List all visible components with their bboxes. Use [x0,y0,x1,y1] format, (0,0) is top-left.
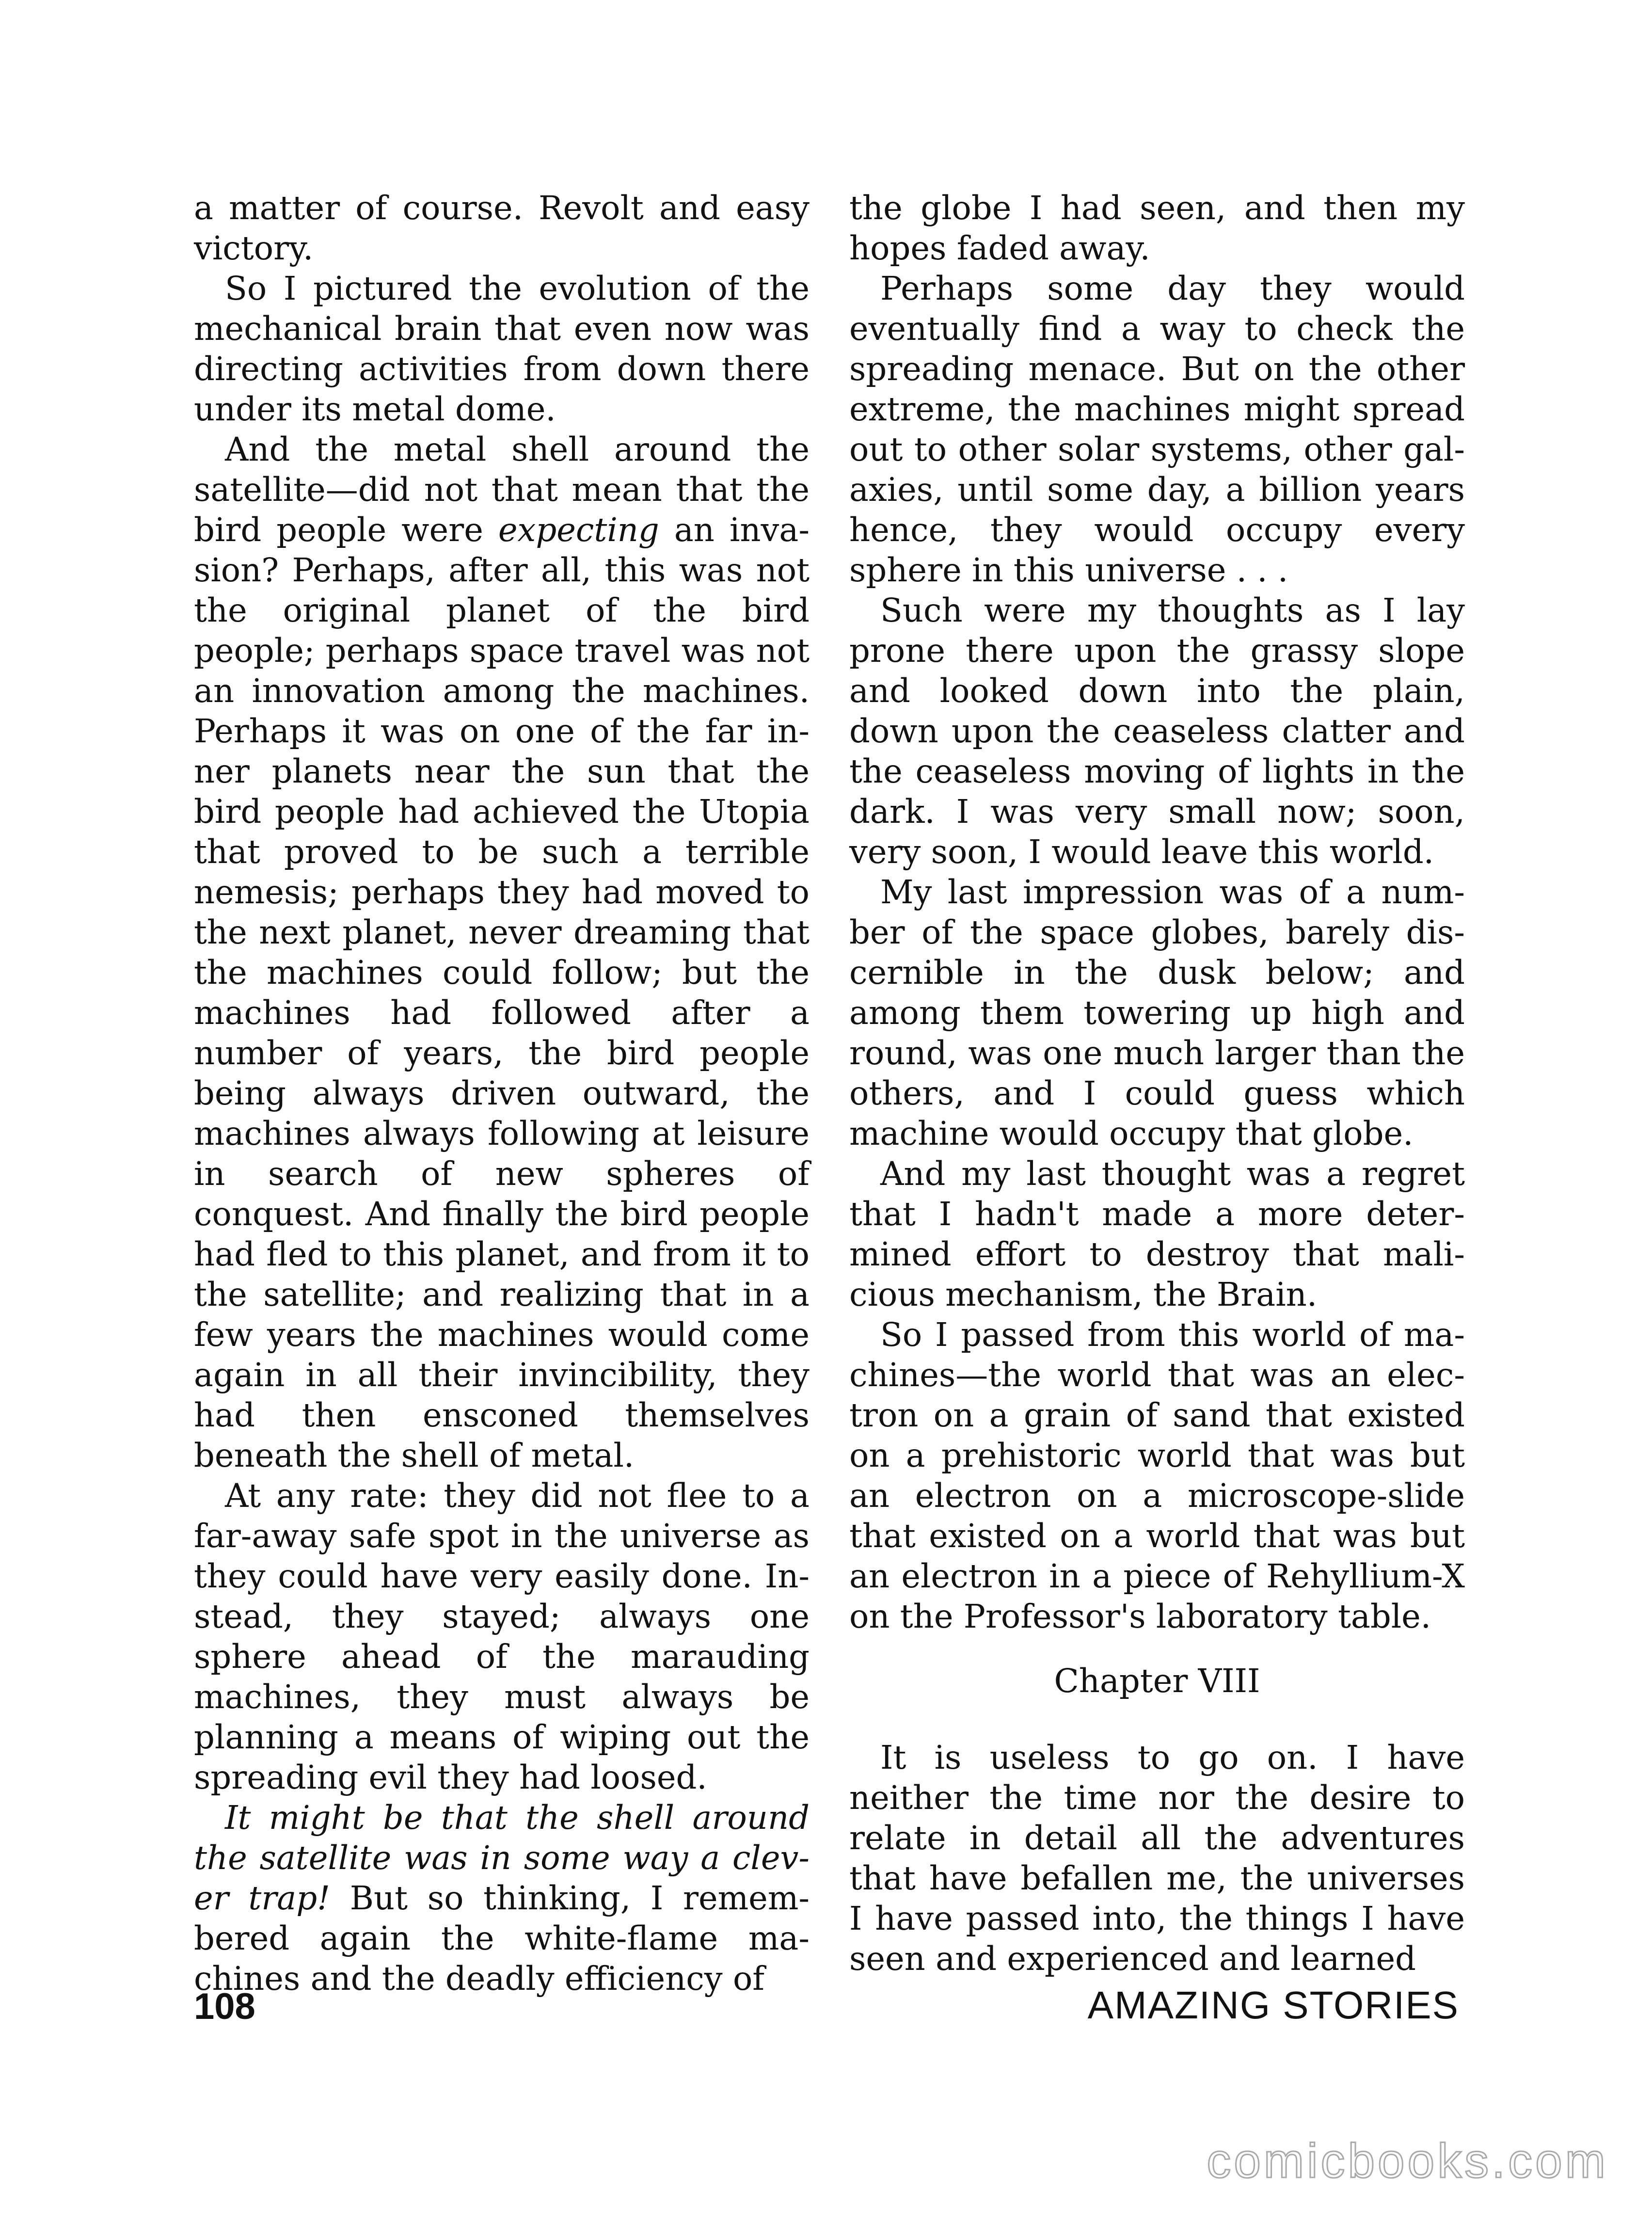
left-column [194,188,810,1999]
paragraph-text: an invasion? Perhaps, after all, this was not the original planet of the bird people; perhaps space travel was not an innovation among the machines. Perhaps it was on one of the far inner planets near the sun that the bird people had achieved the Utopia that proved to be such a terrible nemesis; perhaps they had moved to the next planet, never dreaming that the machines could follow; but the machines had followed after a number of years, the bird people being always driven outward, the machines always following at leisure in search of new spheres of conquest. And finally the bird people had fled to this planet, and from it to the satellite; and realizing that in a few years the machines would come again in all their invincibility, they had then ensconed themselves beneath the shell of metal. [194,511,810,1474]
paragraph: a matter of course. Revolt and easy victory. [194,189,810,267]
paragraph: Such were my thoughts as I lay prone there upon the grassy slope and looked down into the plain, down upon the ceaseless clatter and the ceaseless moving of lights in the dark. I was very small now; soon, very soon, I would leave this world. [849,592,1465,871]
site-watermark: comicbooks.com [1207,2134,1608,2188]
paragraph: So I passed from this world of machines—the world that was an electron on a grain of sand that existed on a prehistoric world that was but an electron on a microscope-slide that existed on a world that was but an electron in a piece of Rehyllium-X on the Professor's laboratory table. [849,1316,1465,1635]
paragraph-text: And the metal shell around the satellite—did not that mean that the bird people were [194,431,810,549]
emphasis-text: expecting [498,511,659,549]
paragraph: And my last thought was a regret that I hadn't made a more determined effort to destroy that malicious mechanism, the Brain. [849,1155,1465,1313]
paragraph: My last impression was of a number of the space globes, barely discernible in the dusk below; and among them towering up high and round, was one much larger than the others, and I could guess which machine would occupy that globe. [849,873,1465,1152]
paragraph [194,1798,810,1999]
emphasis-text: It might be that the shell around the satellite was in some way a clever trap! [194,1799,810,1917]
chapter-heading: Chapter VIII [1054,1662,1260,1700]
magazine-name: AMAZING STORIES [1087,1983,1459,2027]
paragraph-text: But so thinking, I remembered again the white-flame machines and the deadly efficiency of [194,1879,810,1998]
paragraph: the globe I had seen, and then my hopes faded away. [849,189,1465,267]
paragraph: So I pictured the evolution of the mechanical brain that even now was directing activities from down there under its metal dome. [194,270,810,428]
paragraph: It is useless to go on. I have neither the time nor the desire to relate in detail all the adventures that have befallen me, the universes I have passed into, the things I have seen and experienced and learned [849,1739,1465,1978]
page-number: 108 [194,1986,255,2027]
paragraph [194,430,810,1476]
paragraph: At any rate: they did not flee to a far-away safe spot in the universe as they could have very easily done. Instead, they stayed; always one sphere ahead of the marauding machines, they must always be planning a means of wiping out the spreading evil they had loosed. [194,1477,810,1796]
right-column [849,188,1465,1979]
paragraph: Perhaps some day they would eventually find a way to check the spreading menace. But on the other extreme, the machines might spread out to other solar systems, other galaxies, until some day, a billion years hence, they would occupy every sphere in this universe . . . [849,270,1465,589]
